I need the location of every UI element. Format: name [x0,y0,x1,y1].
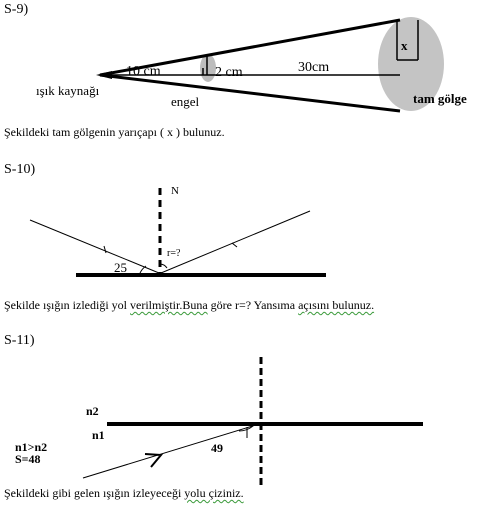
s11-refraction-figure [83,357,423,485]
lower-ray [100,75,400,111]
question-text-s10 [4,298,374,313]
label-angle-49: 49 [211,441,223,455]
incident-ray [30,220,159,273]
label-s48: S=48 [15,452,41,466]
incident-ray-s11 [83,424,259,478]
question-text-s10-part1: Şekilde ışığın izlediği yol [4,298,130,312]
light-source-point [96,71,112,79]
label-n2: n2 [86,404,99,418]
question-text-s11-part2: yolu çiziniz. [184,486,244,500]
reflected-ray [161,211,310,273]
question-text-s10-part3: göre r=? Yansıma [207,298,299,312]
question-number-s9: S-9) [4,2,29,17]
label-n1: n1 [92,428,105,442]
question-text-s11-part1: Şekildeki gibi gelen ışığın izleyeceği [4,486,185,500]
label-10cm: 10 cm [126,64,161,79]
label-normal-n: N [171,185,179,197]
question-text-s10-part4: açısını bulunuz. [298,298,375,312]
label-full-shadow: tam gölge [413,91,467,106]
label-obstacle: engel [171,94,200,109]
label-2cm: 2 cm [215,65,243,80]
question-text-s10-part2: verilmiştir.Buna [130,298,208,312]
label-x: x [401,38,408,53]
label-n1-gt-n2: n1>n2 [15,440,48,454]
label-angle-r: r=? [167,248,181,259]
question-text-s9: Şekildeki tam gölgenin yarıçapı ( x ) bulunuz. [4,125,225,139]
s10-reflection-figure [30,188,326,275]
question-text-s11 [4,486,244,501]
question-number-s11: S-11) [4,333,35,348]
label-light-source: ışık kaynağı [36,83,100,98]
label-30cm: 30cm [298,60,330,75]
label-angle-25: 25 [114,260,127,275]
question-number-s10: S-10) [4,162,36,177]
